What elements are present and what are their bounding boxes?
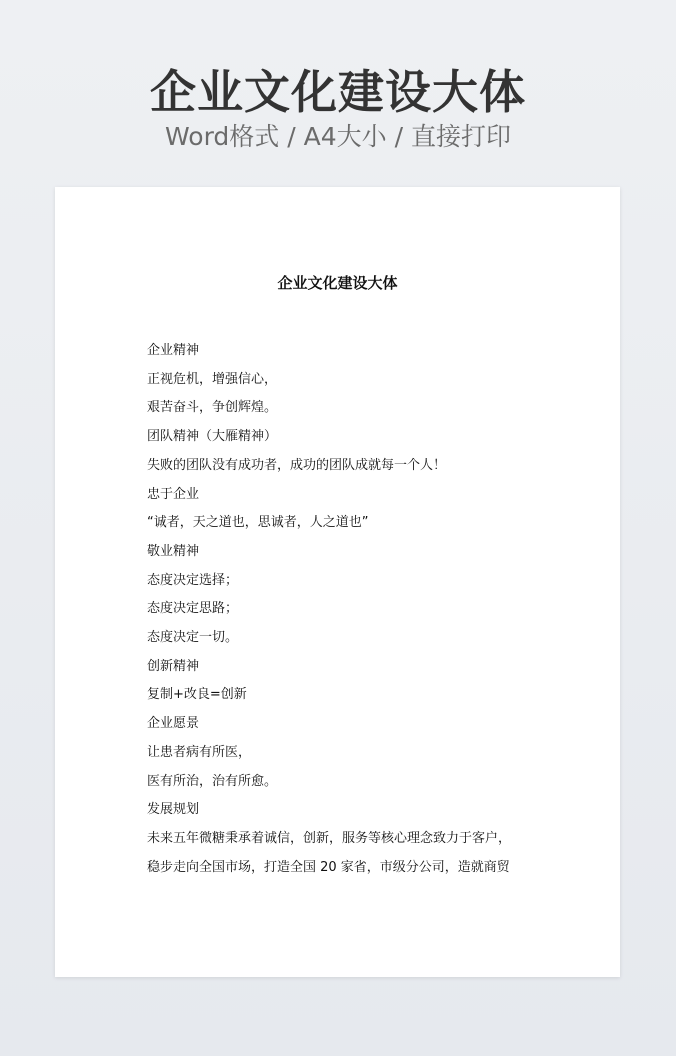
- document-line: 让患者病有所医，: [147, 744, 252, 760]
- document-line: 企业愿景: [147, 716, 200, 732]
- document-line: 企业精神: [147, 343, 200, 358]
- document-line: 发展规划: [147, 802, 200, 818]
- document-line: 未来五年微糖秉承着诚信，创新，服务等核心理念致力于客户，: [147, 830, 512, 846]
- document-title: 企业文化建设大体: [277, 274, 398, 292]
- document-line: “诚者，天之道也，思诚者，人之道也”: [147, 515, 369, 531]
- document-page: [55, 187, 620, 977]
- document-body: [147, 337, 587, 882]
- document-line: 失败的团队没有成功者，成功的团队成就每一个人！: [147, 457, 447, 473]
- document-line: 创新精神: [147, 658, 200, 674]
- document-line: 艰苦奋斗，争创辉煌。: [147, 400, 278, 416]
- document-line: 忠于企业: [147, 486, 200, 502]
- document-line: 态度决定一切。: [147, 630, 239, 646]
- document-line: 团队精神（大雁精神）: [147, 429, 278, 445]
- document-line: 正视危机，增强信心，: [147, 371, 278, 387]
- document-line: 稳步走向全国市场，打造全国 20 家省，市级分公司，造就商贸: [147, 859, 510, 875]
- document-line: 复制+改良=创新: [147, 687, 247, 703]
- document-line: 态度决定选择；: [147, 572, 239, 588]
- document-line: 敬业精神: [147, 543, 200, 559]
- document-line: 态度决定思路；: [147, 601, 239, 617]
- banner-subtitle: Word格式 / A4大小 / 直接打印: [165, 122, 511, 151]
- banner-title: 企业文化建设大体: [150, 65, 526, 119]
- document-line: 医有所治，治有所愈。: [147, 773, 278, 789]
